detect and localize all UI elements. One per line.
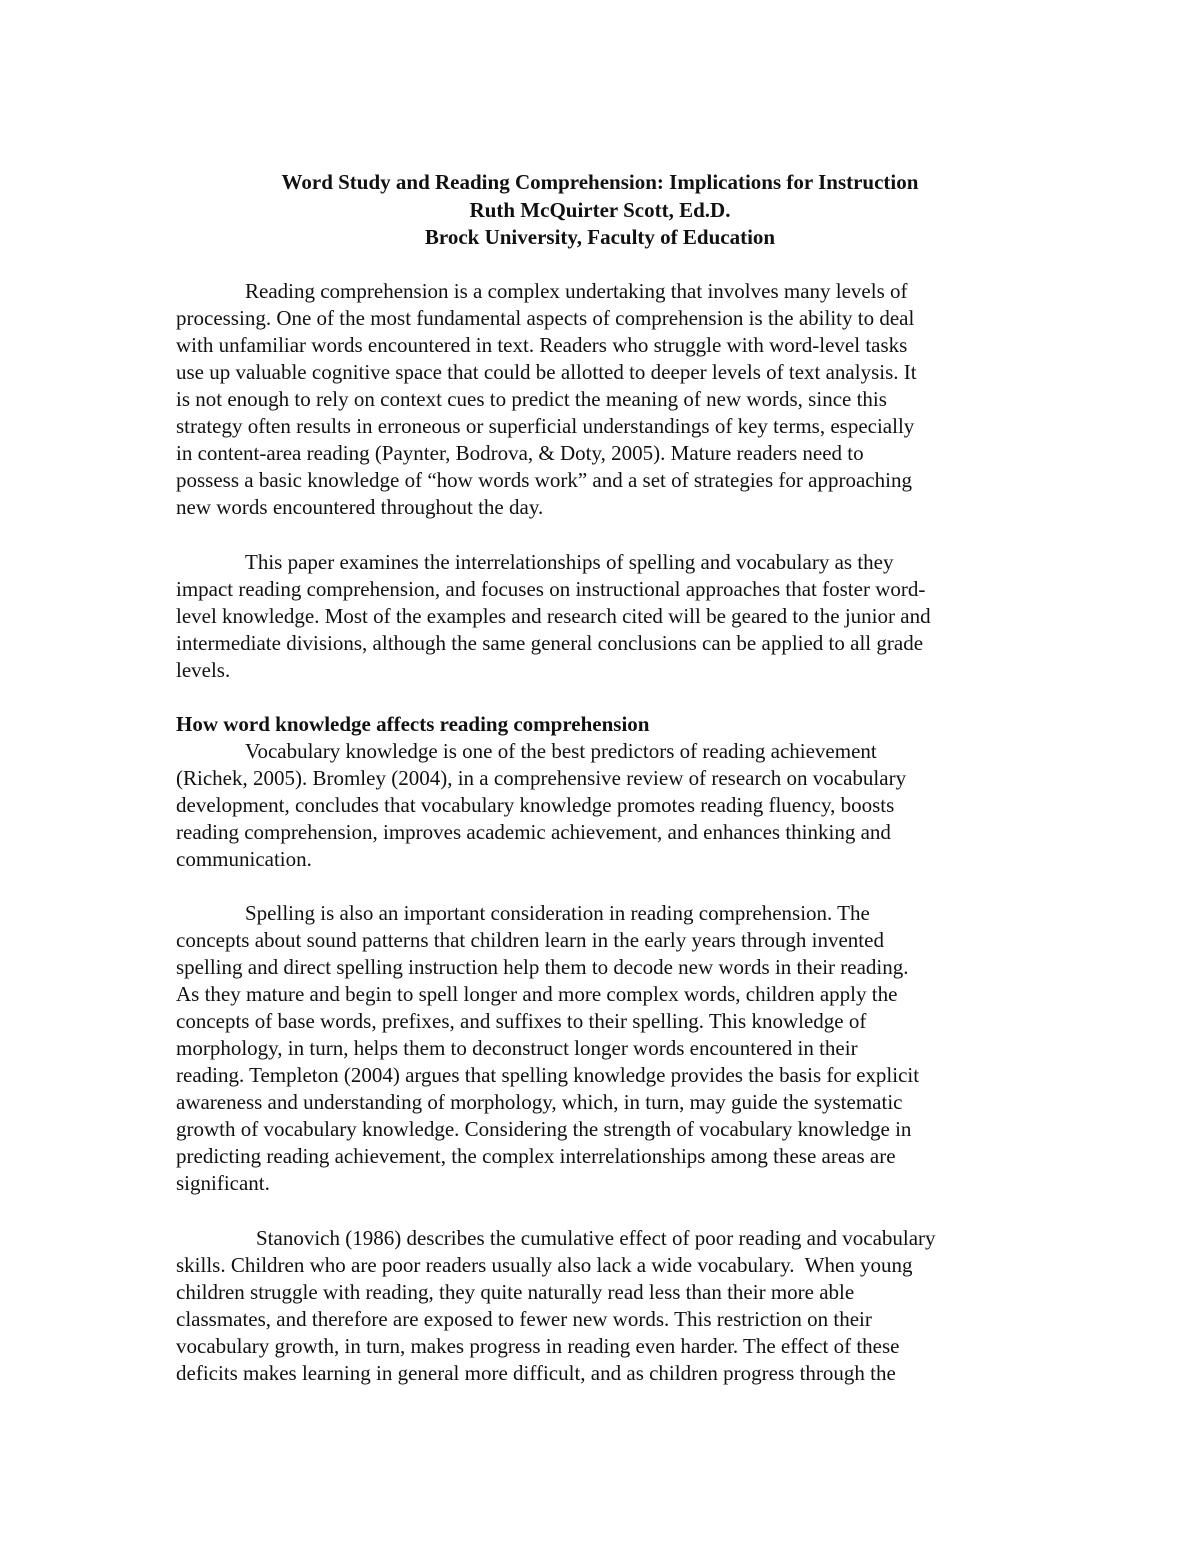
- paragraph-line: growth of vocabulary knowledge. Considering the strength of vocabulary knowledge in: [176, 1117, 912, 1141]
- paragraph-line: intermediate divisions, although the same general conclusions can be applied to all grade: [176, 631, 924, 655]
- paragraph-line: in content-area reading (Paynter, Bodrova, & Doty, 2005). Mature readers need to: [176, 441, 864, 465]
- paragraph-line: with unfamiliar words encountered in text. Readers who struggle with word-level tasks: [176, 333, 908, 357]
- paragraph-line: levels.: [176, 658, 231, 682]
- paragraph-line: deficits makes learning in general more difficult, and as children progress through the: [176, 1361, 896, 1385]
- section-word-knowledge: [176, 711, 1036, 873]
- paragraph-line: development, concludes that vocabulary knowledge promotes reading fluency, boosts: [176, 793, 895, 817]
- paragraph-line: spelling and direct spelling instruction help them to decode new words in their reading.: [176, 955, 909, 979]
- paragraph-line: Vocabulary knowledge is one of the best predictors of reading achievement: [245, 739, 877, 763]
- paragraph-line: awareness and understanding of morphology, which, in turn, may guide the systematic: [176, 1090, 903, 1114]
- paper-author: Ruth McQuirter Scott, Ed.D.: [469, 197, 731, 222]
- paper-title: Word Study and Reading Comprehension: Implications for Instruction: [281, 170, 919, 194]
- paragraph-line: reading. Templeton (2004) argues that spelling knowledge provides the basis for explicit: [176, 1063, 920, 1087]
- paragraph-line: predicting reading achievement, the complex interrelationships among these areas are: [176, 1144, 896, 1168]
- paragraph-line: Spelling is also an important consideration in reading comprehension. The: [245, 901, 870, 925]
- paragraph-line: concepts of base words, prefixes, and suffixes to their spelling. This knowledge of: [176, 1009, 867, 1033]
- paragraph-line: morphology, in turn, helps them to deconstruct longer words encountered in their: [176, 1036, 858, 1060]
- paragraph-line: processing. One of the most fundamental aspects of comprehension is the ability to deal: [176, 306, 915, 330]
- paragraph-line: Reading comprehension is a complex undertaking that involves many levels of: [245, 279, 908, 303]
- paragraph-line: level knowledge. Most of the examples and research cited will be geared to the junior and: [176, 604, 931, 628]
- paragraph-line: impact reading comprehension, and focuses on instructional approaches that foster word-: [176, 577, 926, 601]
- paragraph-line: significant.: [176, 1171, 270, 1195]
- paragraph-intro: [176, 278, 1036, 521]
- paragraph-stanovich: [176, 1225, 1036, 1387]
- paragraph-line: As they mature and begin to spell longer and more complex words, children apply the: [176, 982, 898, 1006]
- section-heading: How word knowledge affects reading comprehension: [176, 712, 650, 736]
- paragraph-line: strategy often results in erroneous or superficial understandings of key terms, especially: [176, 414, 915, 438]
- paragraph-scope: [176, 549, 1036, 684]
- paper-affiliation: Brock University, Faculty of Education: [424, 225, 776, 249]
- paragraph-line: vocabulary growth, in turn, makes progress in reading even harder. The effect of these: [176, 1334, 900, 1358]
- paragraph-line: classmates, and therefore are exposed to fewer new words. This restriction on their: [176, 1307, 872, 1331]
- paragraph-line: skills. Children who are poor readers usually also lack a wide vocabulary. When young: [176, 1253, 913, 1277]
- paragraph-spelling: [176, 900, 1036, 1197]
- title-block: [150, 169, 1050, 252]
- paragraph-line: (Richek, 2005). Bromley (2004), in a comprehensive review of research on vocabulary: [176, 766, 907, 790]
- paragraph-line: communication.: [176, 847, 312, 871]
- paragraph-line: is not enough to rely on context cues to predict the meaning of new words, since this: [176, 387, 887, 411]
- paragraph-line: children struggle with reading, they quite naturally read less than their more able: [176, 1280, 855, 1304]
- paragraph-line: possess a basic knowledge of “how words work” and a set of strategies for approaching: [176, 468, 912, 492]
- paragraph-line: Stanovich (1986) describes the cumulative effect of poor reading and vocabulary: [256, 1226, 936, 1250]
- paragraph-line: use up valuable cognitive space that could be allotted to deeper levels of text analysis. It: [176, 360, 917, 384]
- paragraph-line: This paper examines the interrelationships of spelling and vocabulary as they: [245, 550, 894, 574]
- paragraph-line: concepts about sound patterns that children learn in the early years through invented: [176, 928, 884, 952]
- paragraph-line: reading comprehension, improves academic achievement, and enhances thinking and: [176, 820, 891, 844]
- paragraph-line: new words encountered throughout the day.: [176, 495, 544, 519]
